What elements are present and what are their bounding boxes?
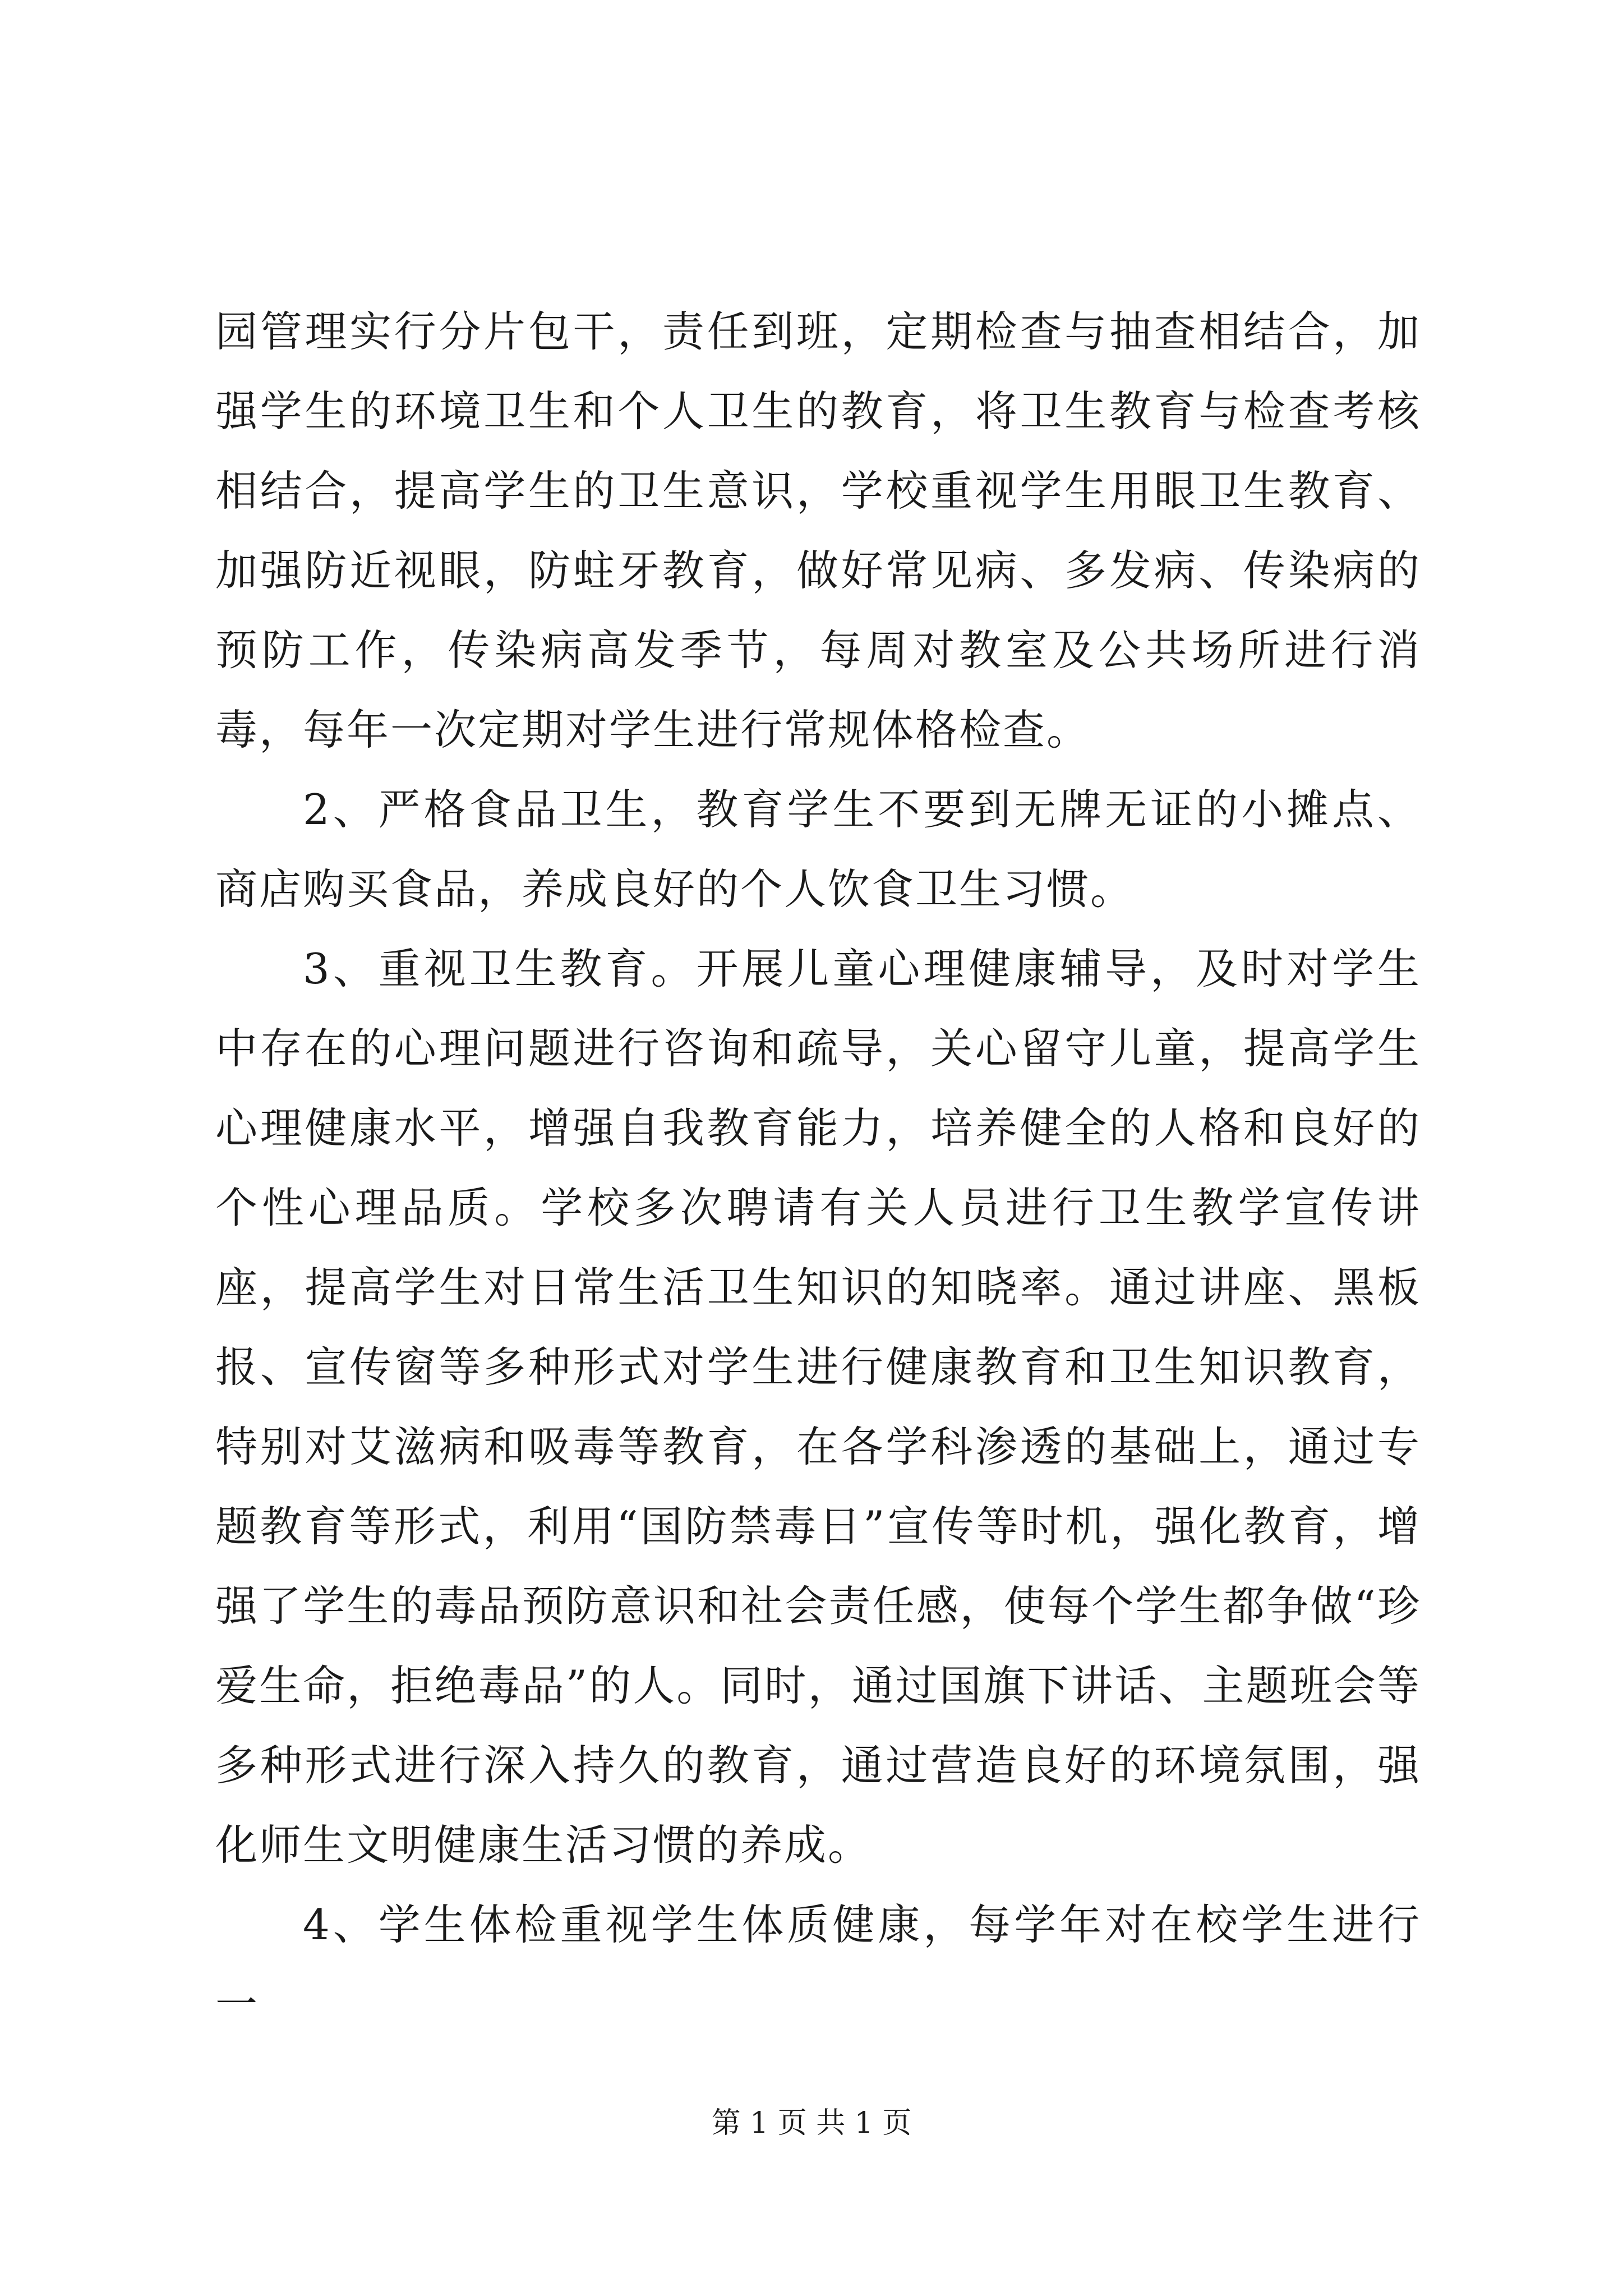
document-body xyxy=(215,292,1421,2044)
page-footer: 第 1 页 共 1 页 xyxy=(711,2106,912,2140)
paragraph-4: 4、学生体检重视学生体质健康，每学年对在校学生进行一 xyxy=(215,1900,1421,2029)
paragraph-3: 3、重视卫生教育。开展儿童心理健康辅导，及时对学生中存在的心理问题进行咨询和疏导，关心留守儿童，提高学生心理健康水平，增强自我教育能力，培养健全的人格和良好的个性心理品质。学校多次聘请有关人员进行卫生教学宣传讲座，提高学生对日常生活卫生知识的知晓率。通过讲座、黑板报、宣传窗等多种形式对学生进行健康教育和卫生知识教育，特别对艾滋病和吸毒等教育，在各学科渗透的基础上，通过专题教育等形式，利用“国防禁毒日”宣传等时机，强化教育，增强了学生的毒品预防意识和社会责任感，使每个学生都争做“珍爱生命，拒绝毒品”的人。同时，通过国旗下讲话、主题班会等多种形式进行深入持久的教育，通过营造良好的环境氛围，强化师生文明健康生活习惯的养成。 xyxy=(215,944,1421,1870)
paragraph-1: 园管理实行分片包干，责任到班，定期检查与抽查相结合，加强学生的环境卫生和个人卫生的教育，将卫生教育与检查考核相结合，提高学生的卫生意识，学校重视学生用眼卫生教育、加强防近视眼，防蛀牙教育，做好常见病、多发病、传染病的预防工作，传染病高发季节，每周对教室及公共场所进行消毒，每年一次定期对学生进行常规体格检查。 xyxy=(215,307,1421,754)
paragraph-2: 2、严格食品卫生，教育学生不要到无牌无证的小摊点、商店购买食品，养成良好的个人饮食卫生习惯。 xyxy=(215,785,1421,914)
